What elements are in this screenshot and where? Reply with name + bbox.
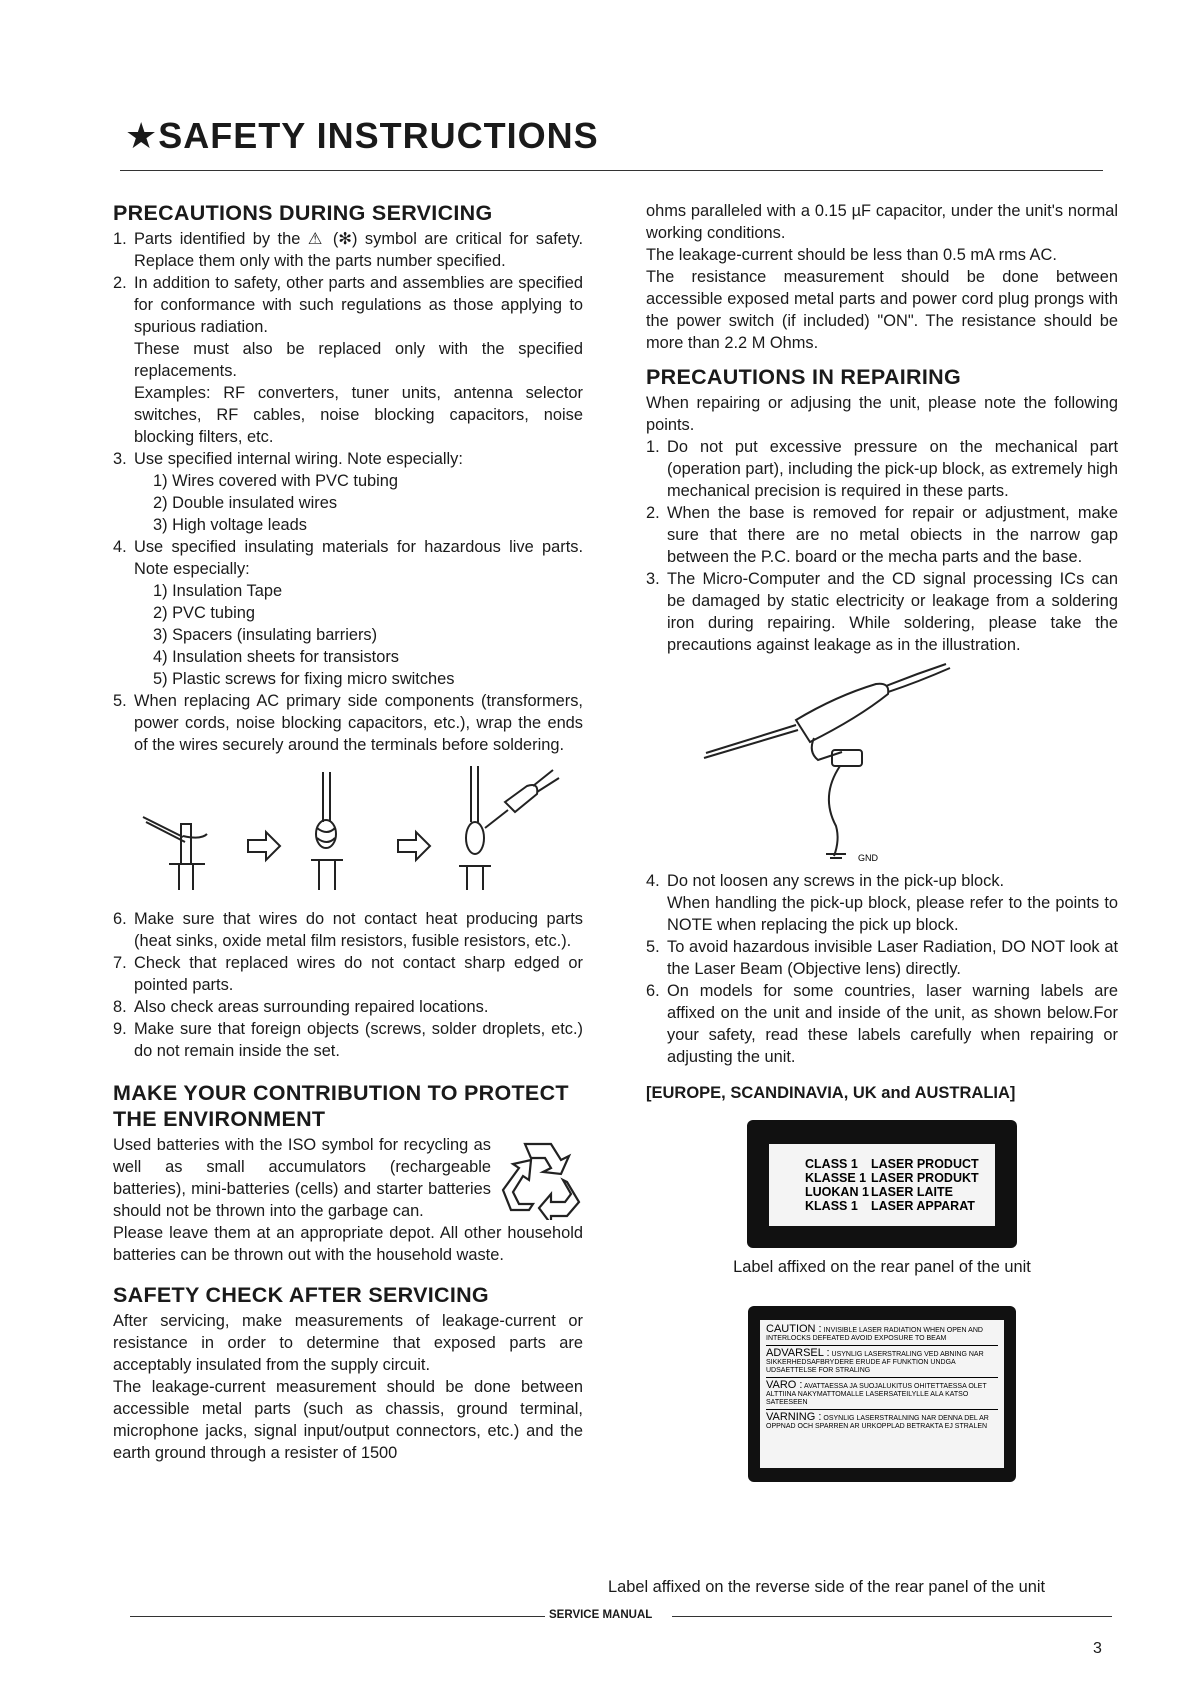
caution-block: CAUTION : INVISIBLE LASER RADIATION WHEN OPEN AND INTERLOCKS DEFEATED AVOID EXPOSURE TO BEAM <box>766 1325 998 1346</box>
label-1-caption: Label affixed on the rear panel of the unit <box>733 1258 1031 1276</box>
servicing-item-3-sub: 1) Wires covered with PVC tubing <box>153 472 399 490</box>
servicing-item-1: 1. Parts identified by the ⚠ (✻) symbol are critical for safety. Replace them only with the parts number specified. <box>113 230 583 270</box>
servicing-item-4-sub: 5) Plastic screws for fixing micro switches <box>153 670 455 688</box>
region-heading: [EUROPE, SCANDINAVIA, UK and AUSTRALIA] <box>646 1084 1016 1102</box>
servicing-item-5: 5. When replacing AC primary side components (transformers, power cords, noise blocking capacitors, etc.), wrap the ends of the wires securely around the terminals before soldering. <box>113 692 583 754</box>
label-2-caption: Label affixed on the reverse side of the rear panel of the unit <box>608 1578 1046 1596</box>
right-column <box>646 200 1118 1482</box>
servicing-item-4-sub: 1) Insulation Tape <box>153 582 283 600</box>
servicing-item-6: 6. Make sure that wires do not contact heat producing parts (heat sinks, oxide metal film resistors, fusible resistors, etc.). <box>113 910 583 950</box>
recycle-icon <box>497 1138 583 1220</box>
repairing-intro: When repairing or adjusing the unit, please note the following points. <box>646 394 1118 434</box>
label-row: KLASSE 1 LASER PRODUKT <box>805 1171 979 1185</box>
repairing-item-1: 1. Do not put excessive pressure on the mechanical part (operation part), including the pick-up block, as extremely high mechanical precision is required in these parts. <box>646 438 1118 500</box>
servicing-item-3: 3. Use specified internal wiring. Note especially: <box>113 450 463 468</box>
servicing-item-2: 2. In addition to safety, other parts and assemblies are specified for conformance with such regulations as those applying to spurious radiation. <box>113 274 583 336</box>
servicing-item-3-sub: 3) High voltage leads <box>153 516 307 534</box>
repairing-item-5: 5. To avoid hazardous invisible Laser Radiation, DO NOT look at the Laser Beam (Objective lens) directly. <box>646 938 1118 978</box>
safety-check-heading: SAFETY CHECK AFTER SERVICING <box>113 1283 489 1307</box>
safety-check-text-5: The resistance measurement should be done between accessible exposed metal parts and power cord plug prongs with the power switch (if included) "ON". The resistance should be more than 2.2 M Ohms. <box>646 268 1118 352</box>
repairing-heading: PRECAUTIONS IN REPAIRING <box>646 365 961 389</box>
environment-section <box>113 1134 583 1266</box>
repairing-item-2: 2. When the base is removed for repair or adjustment, make sure that there are no metal obiects in the narrow gap between the P.C. board or the mecha parts and the base. <box>646 504 1118 566</box>
servicing-item-4-sub: 2) PVC tubing <box>153 604 256 622</box>
servicing-item-3-sub: 2) Double insulated wires <box>153 494 338 512</box>
servicing-item-7: 7. Check that replaced wires do not contact sharp edged or pointed parts. <box>113 954 583 994</box>
footer-rule-right <box>672 1616 1112 1617</box>
servicing-item-2-examples: Examples: RF converters, tuner units, antenna selector switches, RF cables, noise blocking capacitors, noise blocking filters, etc. <box>134 384 583 446</box>
servicing-item-4-sub: 4) Insulation sheets for transistors <box>153 648 399 666</box>
label-row: LUOKAN 1 LASER LAITE <box>805 1185 953 1199</box>
servicing-item-4-sub: 3) Spacers (insulating barriers) <box>153 626 378 644</box>
environment-text-1: Used batteries with the ISO symbol for recycling as well as small accumulators (rechargeable batteries), mini-batteries (cells) and starter batteries should not be thrown into the garbage can. <box>113 1136 491 1220</box>
soldering-iron-illustration <box>646 658 1118 866</box>
wire-wrapping-illustration <box>113 762 583 898</box>
safety-check-text-1: After servicing, make measurements of leakage-current or resistance in order to determine that exposed parts are acceptably insulated from the supply circuit. <box>113 1312 583 1374</box>
varning-block: VARNING : OSYNLIG LASERSTRALNING NAR DENNA DEL AR OPPNAD OCH SPARREN AR URKOPPLAD BETRAKTA EJ STRALEN <box>766 1411 989 1430</box>
repairing-item-4: 4. Do not loosen any screws in the pick-up block. <box>646 872 1005 890</box>
title-rule <box>120 170 1103 171</box>
safety-check-text-4: The leakage-current should be less than 0.5 mA rms AC. <box>646 246 1057 264</box>
repairing-item-4-note: When handling the pick-up block, please refer to the points to NOTE when replacing the pick up block. <box>667 894 1118 934</box>
repairing-item-3: 3. The Micro-Computer and the CD signal processing ICs can be damaged by static electricity or leakage from a soldering iron during repairing. While soldering, please take the precautions against leakage as in the illustration. <box>646 570 1118 654</box>
environment-heading: MAKE YOUR CONTRIBUTION TO PROTECT THE ENVIRONMENT <box>113 1081 569 1131</box>
page-title: ★SAFETY INSTRUCTIONS <box>125 115 599 156</box>
laser-class-label <box>747 1120 1017 1248</box>
wire-wrapping-diagram <box>113 762 583 898</box>
servicing-heading: PRECAUTIONS DURING SERVICING <box>113 201 493 225</box>
footer-rule-left <box>130 1616 550 1617</box>
left-column <box>113 200 583 1464</box>
safety-check-text-3: ohms paralleled with a 0.15 µF capacitor, under the unit's normal working conditions. <box>646 202 1118 242</box>
advarsel-block: ADVARSEL : USYNLIG LASERSTRALING VED ABNING NAR SIKKERHEDSAFBRYDERE ERUDE AF FUNKTION UNDGA UDSAETTELSE FOR STRALING <box>766 1349 998 1378</box>
varo-block: VARO : AVATTAESSA JA SUOJALUKITUS OHITETTAESSA OLET ALTTIINA NAKYMATTOMALLE LASERSATEILYLLE ALA KATSO SATEESEEN <box>766 1381 998 1410</box>
servicing-item-8: 8. Also check areas surrounding repaired locations. <box>113 998 489 1016</box>
footer-label: SERVICE MANUAL <box>545 1609 656 1621</box>
repairing-item-6: 6. On models for some countries, laser warning labels are affixed on the unit and inside of the unit, as shown below.For your safety, read these labels carefully when repairing or adjusting the unit. <box>646 982 1118 1066</box>
safety-check-text-2: The leakage-current measurement should be done between accessible metal parts (such as chassis, ground terminal, microphone jacks, signal input/output connectors, etc.) and the earth ground through a resister of 1500 <box>113 1378 583 1462</box>
label-row: KLASS 1 LASER APPARAT <box>805 1199 975 1213</box>
servicing-item-4: 4. Use specified insulating materials for hazardous live parts. Note especially: <box>113 538 583 578</box>
servicing-item-9: 9. Make sure that foreign objects (screws, solder droplets, etc.) do not remain inside the set. <box>113 1020 583 1060</box>
label-row: CLASS 1 LASER PRODUCT <box>805 1157 979 1171</box>
page-number: 3 <box>1093 1640 1102 1657</box>
servicing-item-2-note: These must also be replaced only with the specified replacements. <box>134 340 583 380</box>
laser-caution-label <box>748 1306 1016 1482</box>
environment-text-2: Please leave them at an appropriate depot. All other household batteries can be thrown out with the household waste. <box>113 1224 583 1264</box>
gnd-label: GND <box>858 853 878 863</box>
soldering-iron-diagram <box>646 658 1118 866</box>
